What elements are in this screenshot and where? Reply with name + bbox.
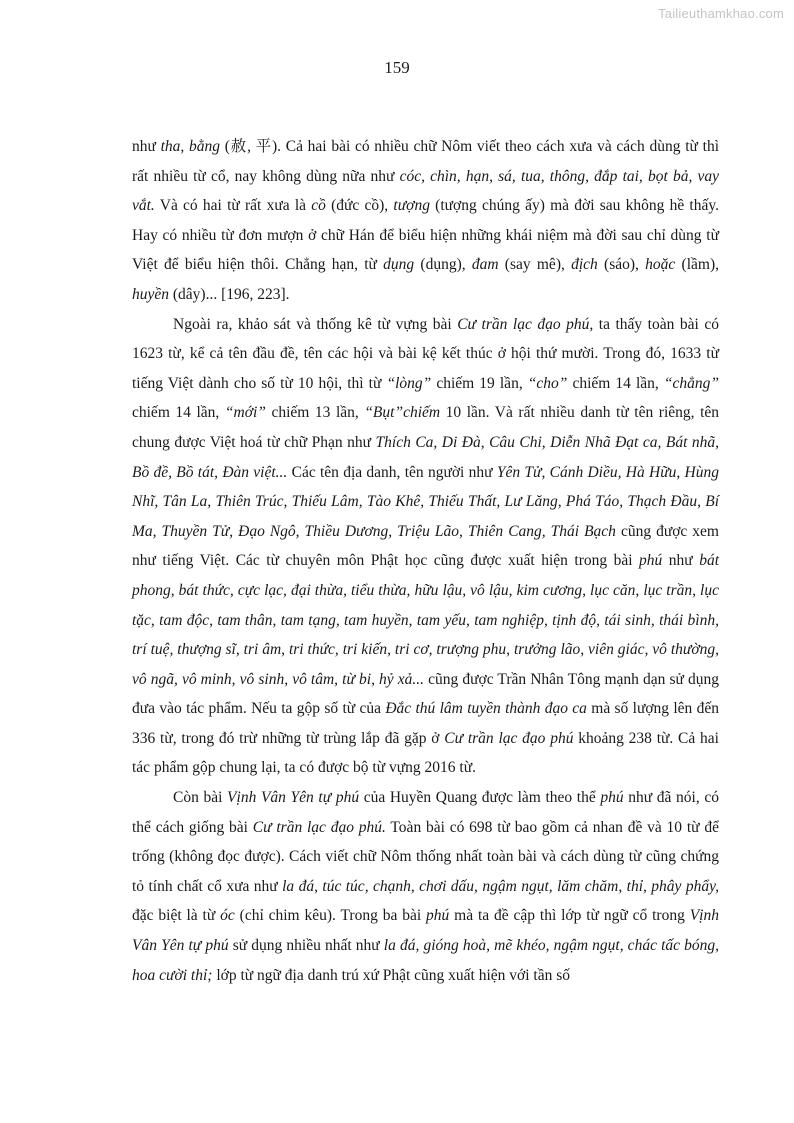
text-run: (sáo), [597, 256, 646, 274]
italic-text: Yên Tử, Cánh Diều, Hà Hữu, Hùng Nhĩ, Tân La, Thiên Trúc, Thiếu Lâm, Tào Khê, Thiếu Thất, Lư Lăng, Phá Táo, Thạch Đầu, Bí Ma, Thuyền Tử, Đạo Ngô, Thiều Dương, Triệu Lão, Thiên Cang, Thái Bạch [132, 463, 720, 540]
text-run: cũng được Trần Nhân Tông mạnh dạn sử dụng đưa vào tác phẩm. Nếu ta gộp số từ của [132, 670, 719, 718]
italic-text: “chẳng” [663, 374, 719, 392]
italic-text: cóc, chìn, hạn, sá, tua, thông, đắp tai, bọt bả, vay vắt. [132, 167, 719, 215]
italic-text: la đá, túc túc, chạnh, chơi dấu, ngậm ngụt, lăm chăm, thỉ, phây phẩy, [282, 877, 720, 895]
italic-text: tượng [393, 197, 430, 215]
text-run: 10 lần. Và rất nhiều danh từ tên riêng, tên chung được Việt hoá từ chữ Phạn như [132, 404, 720, 451]
text-run: (đức cồ), [325, 197, 394, 215]
italic-text: phú [639, 552, 663, 570]
page-number: 159 [384, 58, 410, 77]
text-run: (say mê), [498, 256, 572, 274]
text-run: của Huyền Quang được làm theo thể [359, 789, 601, 807]
italic-text: bát phong, bát thức, cực lạc, đại thừa, tiểu thừa, hữu lậu, vô lậu, kim cương, lục căn, lục trần, lục tặc, tam độc, tam thân, tam tạng, tam huyền, tam yếu, tam nghiệp, tịnh độ, tái sinh, thái bình, trí tuệ, thượng sĩ, tri âm, tri thức, tri kiến, tri cơ, trượng phu, trưởng lão, viên giác, vô thường, vô ngã, vô minh, vô sinh, vô tâm, từ bi, hỷ xả... [132, 552, 719, 688]
text-run: (tượng chúng ấy) mà đời sau không hề thấy. Hay có nhiều từ đơn mượn ở chữ Hán để biểu hiện những khái niệm mà đời sau chỉ dùng từ Việt để biểu hiện thôi. Chẳng hạn, từ [132, 197, 719, 274]
paragraph [132, 132, 719, 310]
text-run: chiếm 13 lần, [265, 404, 365, 422]
watermark: Tailieuthamkhao.com [658, 6, 784, 21]
text-run: Còn bài [173, 789, 228, 807]
text-run: (dụng), [414, 256, 472, 274]
italic-text: Cư trần lạc đạo phú, [457, 315, 594, 333]
italic-text: Thích Ca, Di Đà, Câu Chi, Diễn Nhã Đạt ca, Bát nhã, Bồ đề, Bồ tát, Đàn việt... [132, 433, 719, 481]
paragraph [132, 783, 719, 990]
italic-text: hoặc [645, 256, 676, 274]
text-run: mà số lượng lên đến 336 từ, trong đó trừ những từ trùng lắp đã gặp ở [132, 700, 720, 747]
text-run: đặc biệt là từ [132, 907, 221, 925]
text-run: Và có hai từ rất xưa là [154, 197, 312, 215]
italic-text: dụng [383, 256, 415, 274]
text-run: sử dụng nhiều nhất như [228, 937, 384, 955]
text-run: Các tên địa danh, tên người như [287, 463, 497, 481]
italic-text: cồ [311, 197, 326, 215]
italic-text: óc [220, 907, 235, 925]
italic-text: phú [426, 907, 450, 925]
italic-text: đam [471, 256, 499, 274]
text-run: chiếm 14 lần, [567, 374, 664, 392]
italic-text: huyền [132, 285, 170, 303]
text-run: như [662, 552, 700, 570]
text-run: ta thấy toàn bài có 1623 từ, kể cả tên đầu đề, tên các hội và bài kệ kết thúc ở hội thứ mười. Trong đó, 1633 từ tiếng Việt dành cho số từ 10 hội, thì từ [132, 315, 719, 392]
italic-text: Vịnh Vân Yên tự phú [132, 907, 719, 955]
text-run: (chỉ chim kêu). Trong ba bài [234, 907, 427, 925]
italic-text: “lòng” [386, 374, 432, 392]
italic-text: Cư trần lạc đạo phú [444, 729, 574, 747]
italic-text: phú [600, 789, 624, 807]
text-run: (赦, 平). Cả hai bài có nhiều chữ Nôm viết theo cách xưa và cách dùng từ thì rất nhiều từ cổ, nay không dùng nữa như [132, 138, 720, 185]
text-run: lớp từ ngữ địa danh trú xứ Phật cũng xuất hiện với tần số [212, 966, 571, 984]
text-run: chiếm 14 lần, [132, 404, 225, 422]
italic-text: địch [571, 256, 598, 274]
italic-text: tha, bằng [160, 138, 221, 155]
italic-text: “cho” [527, 374, 568, 392]
paragraph [132, 310, 719, 784]
italic-text: “mới” [224, 404, 266, 422]
text-run: khoảng 238 từ. Cả hai tác phẩm gộp chung lại, ta có được bộ từ vựng 2016 từ. [132, 729, 719, 777]
italic-text: Cư trần lạc đạo phú. [252, 818, 386, 836]
text-run: Ngoài ra, khảo sát và thống kê từ vựng bài [173, 315, 458, 333]
text-run: mà ta đề cập thì lớp từ ngữ cổ trong [449, 907, 690, 925]
document-body [132, 132, 719, 990]
italic-text: Đắc thú lâm tuyền thành đạo ca [385, 700, 587, 718]
text-run: Toàn bài có 698 từ bao gồm cả nhan đề và 10 từ để trống (không đọc được). Cách viết chữ Nôm thống nhất toàn bài và cách dùng từ cũng chứng tỏ tính chất cổ xưa như [132, 818, 719, 895]
text-run: như đã nói, có thể cách giống bài [132, 789, 719, 836]
italic-text: la đá, gióng hoà, mẽ khéo, ngậm ngụt, chác tấc bóng, hoa cười thỉ; [132, 937, 719, 984]
italic-text: Vịnh Vân Yên tự phú [227, 789, 360, 807]
text-run: (lầm), [675, 256, 719, 274]
text-run: như [132, 138, 161, 155]
text-run: chiếm 19 lần, [431, 374, 528, 392]
text-run: cũng được xem như tiếng Việt. Các từ chuyên môn Phật học cũng được xuất hiện trong bài [132, 522, 719, 570]
text-run: (dây)... [196, 223]. [169, 285, 290, 303]
italic-text: “Bụt”chiếm [364, 404, 441, 422]
